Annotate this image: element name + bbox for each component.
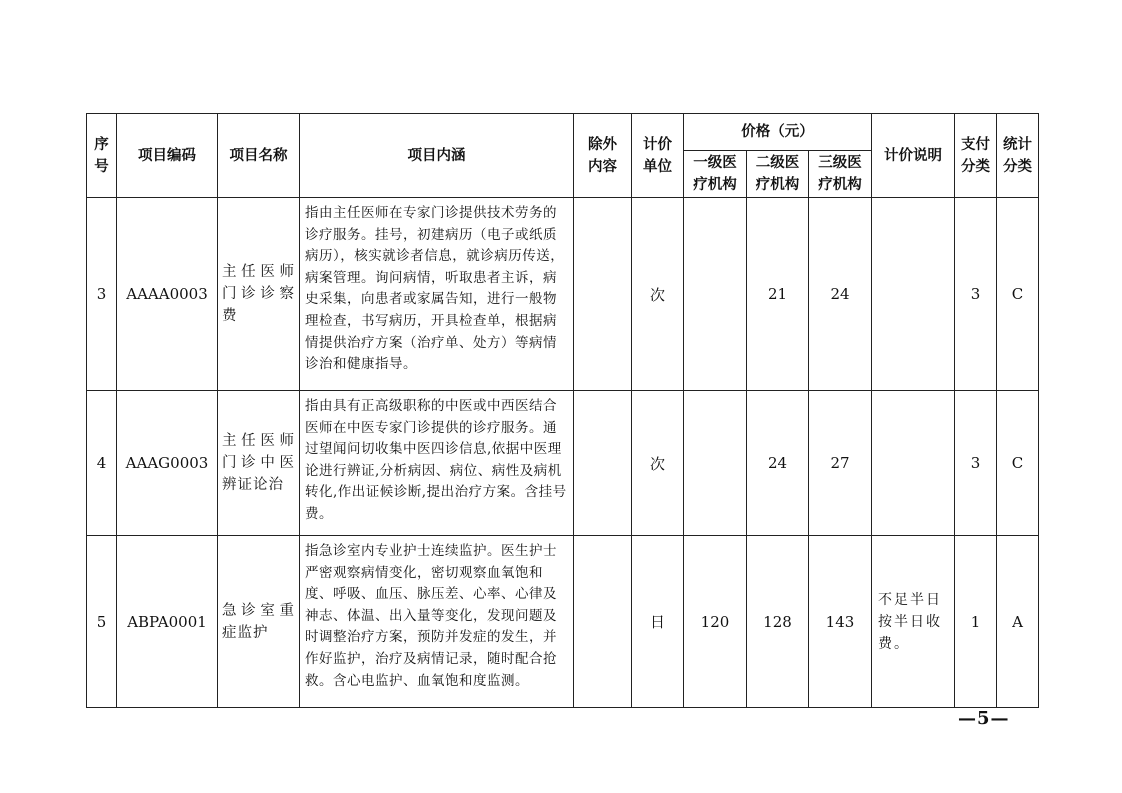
row-name: 主任医师门诊诊察费 bbox=[218, 198, 300, 391]
table-row bbox=[87, 391, 1039, 536]
row-pricing-note: 不足半日按半日收费。 bbox=[872, 536, 955, 708]
row-pricing-note bbox=[872, 198, 955, 391]
row-stats: A bbox=[997, 536, 1039, 708]
row-content: 指急诊室内专业护士连续监护。医生护士严密观察病情变化，密切观察血氧饱和度、呼吸、血压、脉压差、心率、心律及神志、体温、出入量等变化，发现问题及时调整治疗方案，预防并发症的发生，并作好监护，治疗及病情记录，随时配合抢救。含心电监护、血氧饱和度监测。 bbox=[300, 536, 574, 708]
header-price-level3: 三级医 疗机构 bbox=[809, 151, 872, 198]
row-name: 主任医师门诊中医辨证论治 bbox=[218, 391, 300, 536]
header-price-level1: 一级医 疗机构 bbox=[684, 151, 747, 198]
row-payment: 1 bbox=[955, 536, 997, 708]
row-price-level3: 27 bbox=[809, 391, 872, 536]
row-content: 指由主任医师在专家门诊提供技术劳务的诊疗服务。挂号，初建病历（电子或纸质病历），核实就诊者信息，就诊病历传送，病案管理。询问病情，听取患者主诉，病史采集，向患者或家属告知，进行一般物理检查，书写病历，开具检查单，根据病情提供治疗方案（治疗单、处方）等病情诊治和健康指导。 bbox=[300, 198, 574, 391]
row-exclusions bbox=[574, 536, 632, 708]
row-price-level2: 21 bbox=[747, 198, 809, 391]
header-stats: 统计 分类 bbox=[997, 114, 1039, 198]
row-code: ABPA0001 bbox=[117, 536, 218, 708]
row-code: AAAG0003 bbox=[117, 391, 218, 536]
row-seq: 4 bbox=[87, 391, 117, 536]
row-stats: C bbox=[997, 391, 1039, 536]
row-exclusions bbox=[574, 198, 632, 391]
row-exclusions bbox=[574, 391, 632, 536]
row-stats: C bbox=[997, 198, 1039, 391]
header-pricing-note: 计价说明 bbox=[872, 114, 955, 198]
page-number: —5— bbox=[958, 708, 1010, 729]
row-unit: 日 bbox=[632, 536, 684, 708]
row-seq: 5 bbox=[87, 536, 117, 708]
row-price-level2: 24 bbox=[747, 391, 809, 536]
row-price-level1 bbox=[684, 198, 747, 391]
header-price-group: 价格（元） bbox=[684, 114, 872, 151]
row-unit: 次 bbox=[632, 391, 684, 536]
row-price-level3: 24 bbox=[809, 198, 872, 391]
header-name: 项目名称 bbox=[218, 114, 300, 198]
row-price-level1 bbox=[684, 391, 747, 536]
row-payment: 3 bbox=[955, 198, 997, 391]
header-exclusions: 除外 内容 bbox=[574, 114, 632, 198]
header-payment: 支付 分类 bbox=[955, 114, 997, 198]
row-pricing-note bbox=[872, 391, 955, 536]
row-seq: 3 bbox=[87, 198, 117, 391]
header-content: 项目内涵 bbox=[300, 114, 574, 198]
row-name: 急诊室重症监护 bbox=[218, 536, 300, 708]
row-content: 指由具有正高级职称的中医或中西医结合医师在中医专家门诊提供的诊疗服务。通过望闻问切收集中医四诊信息,依据中医理论进行辨证,分析病因、病位、病性及病机转化,作出证候诊断,提出治疗方案。含挂号费。 bbox=[300, 391, 574, 536]
header-code: 项目编码 bbox=[117, 114, 218, 198]
row-payment: 3 bbox=[955, 391, 997, 536]
table-row bbox=[87, 536, 1039, 708]
table-row bbox=[87, 198, 1039, 391]
header-unit: 计价 单位 bbox=[632, 114, 684, 198]
row-price-level2: 128 bbox=[747, 536, 809, 708]
pricing-table bbox=[86, 113, 1039, 708]
row-price-level3: 143 bbox=[809, 536, 872, 708]
row-code: AAAA0003 bbox=[117, 198, 218, 391]
header-seq: 序 号 bbox=[87, 114, 117, 198]
row-price-level1: 120 bbox=[684, 536, 747, 708]
row-unit: 次 bbox=[632, 198, 684, 391]
header-price-level2: 二级医 疗机构 bbox=[747, 151, 809, 198]
